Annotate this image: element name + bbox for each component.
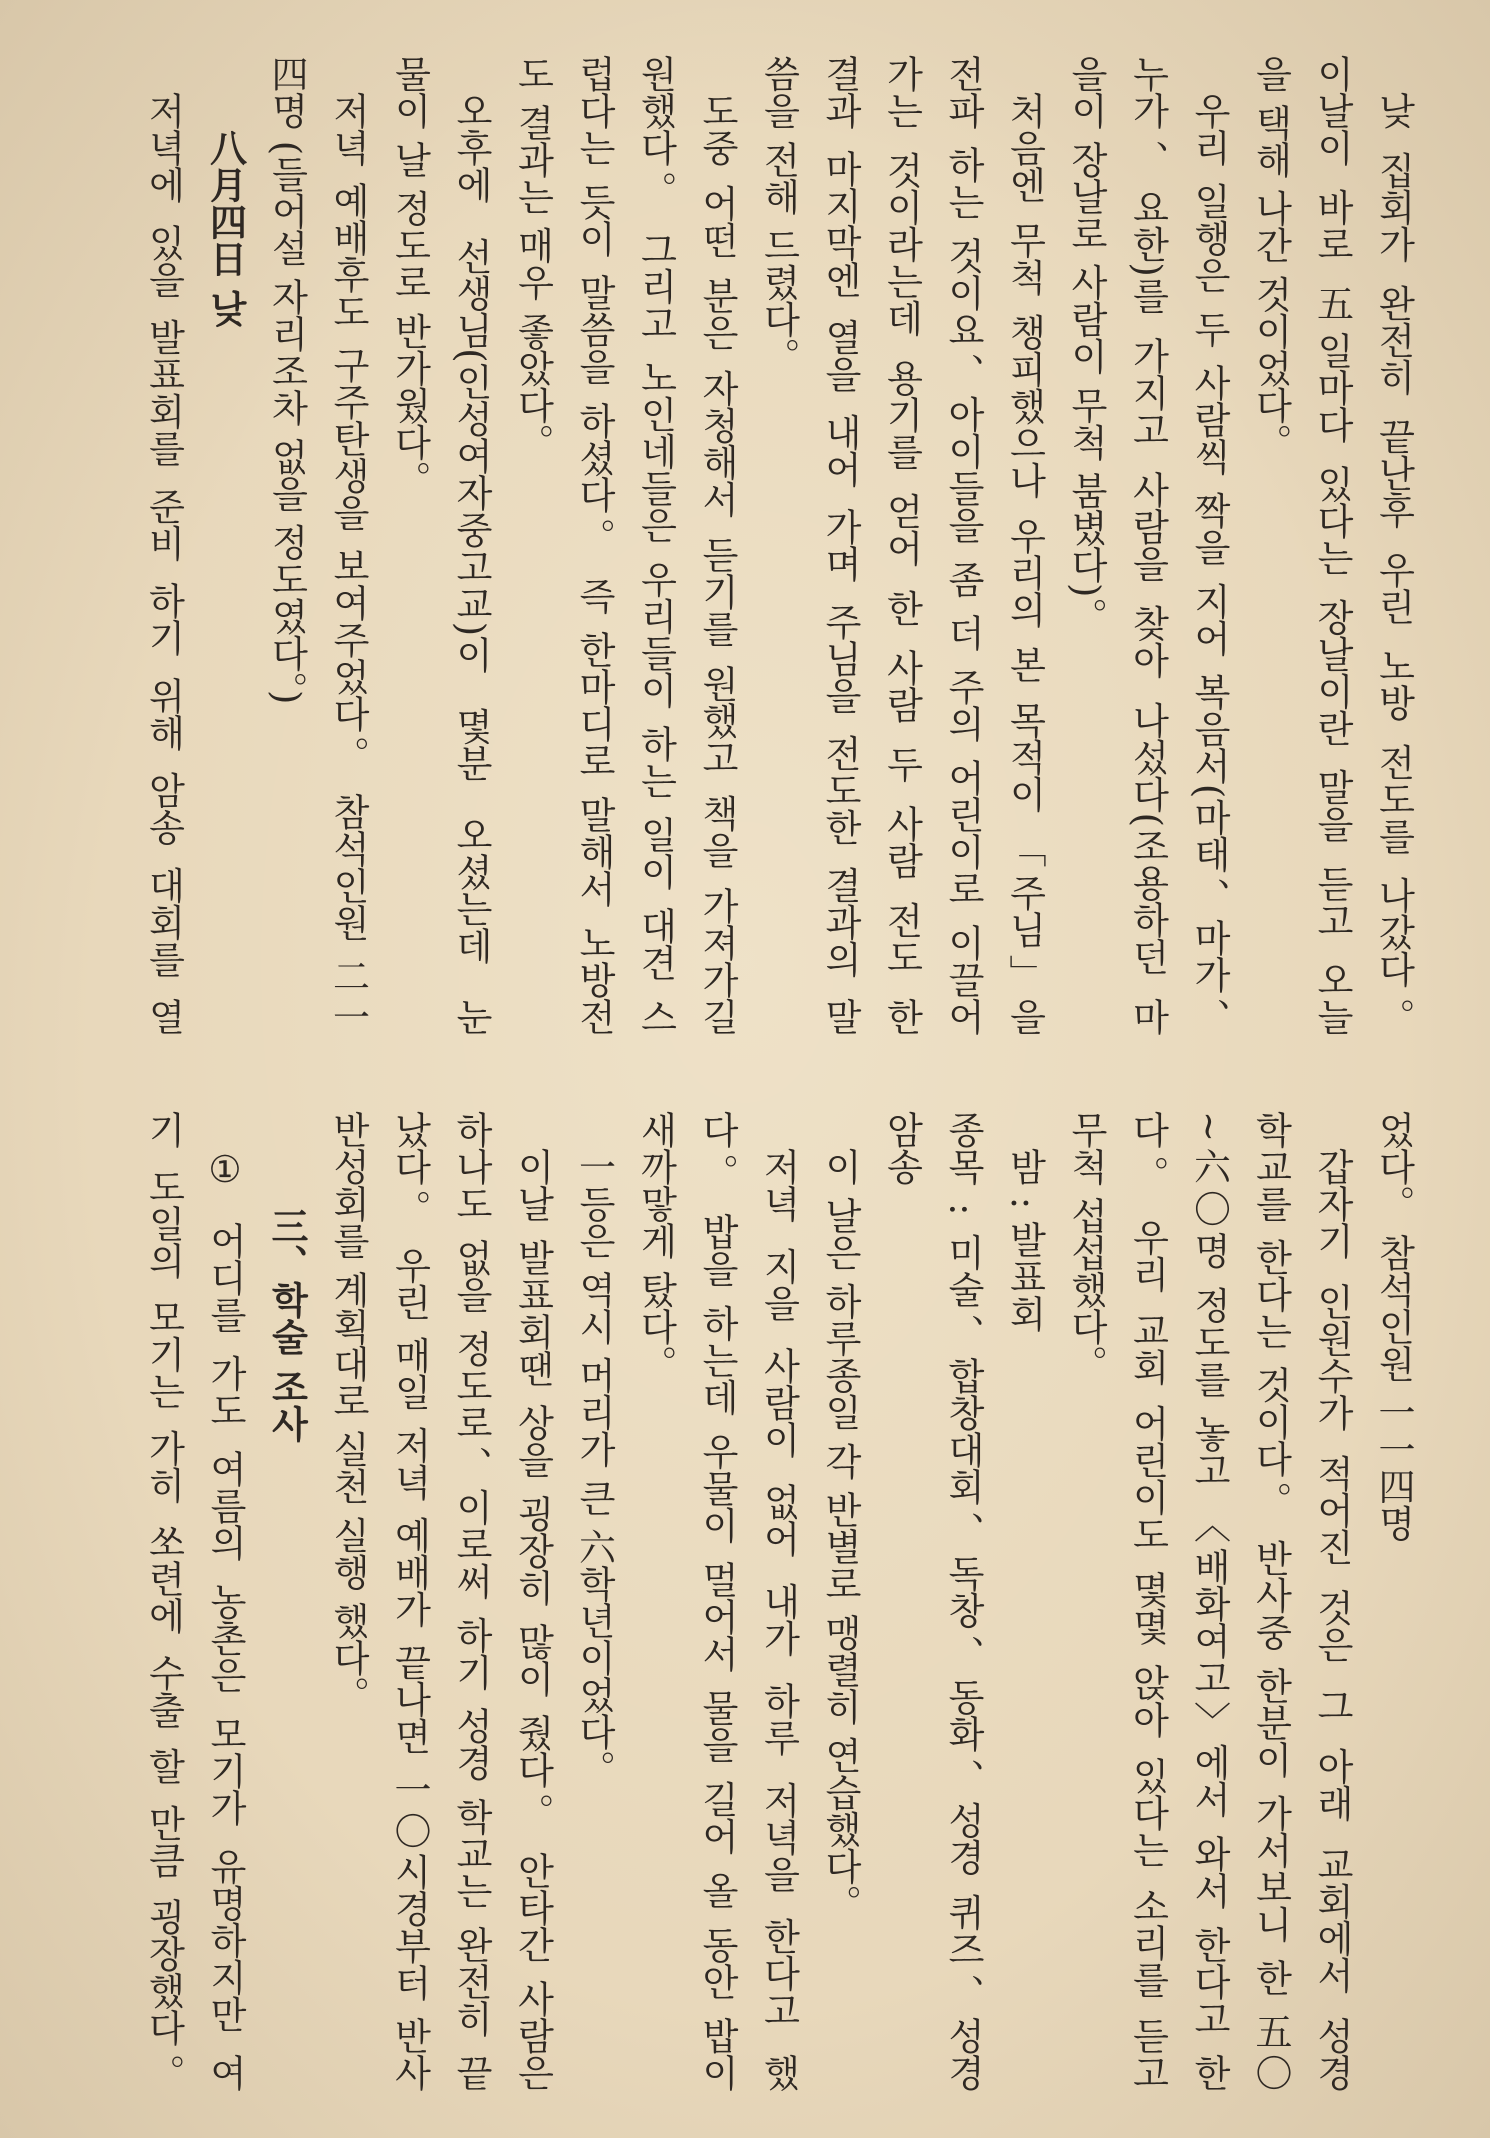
text-column: 원했다。 그리고 노인네들은 우리들이 하는 일이 대견 스 xyxy=(634,55,677,1035)
text-column: 새까맣게 탔다。 xyxy=(634,1111,677,1382)
text-column: 이날이 바로 五일마다 있다는 장날이란 말을 듣고 오늘 xyxy=(1310,55,1354,1035)
text-column: 가는 것이라는데 용기를 얻어 한 사람 두 사람 전도 한 xyxy=(880,55,923,1035)
text-column: 저녁 지을 사람이 없어 내가 하루 저녁을 한다고 했 xyxy=(757,1148,800,2091)
text-column: 학교를 한다는 것이다。 반사중 한분이 가서보니 한 五〇 xyxy=(1249,1111,1292,2091)
lower-text-block xyxy=(133,1111,1425,2091)
text-column: 럽다는 듯이 말씀을 하셨다。 즉 한마디로 말해서 노방전 xyxy=(572,55,616,1035)
text-column: 이 날은 하루종일 각 반별로 맹렬히 연습했다。 xyxy=(818,1148,862,1922)
text-column: 도 결과는 매우 좋았다。 xyxy=(511,55,554,461)
section-heading: 三、학술 조사 xyxy=(265,1207,309,1443)
text-column: 밤 : 발표회 xyxy=(1003,1148,1046,1332)
text-column: 났다。 우린 매일 저녁 예배가 끝나면 一〇시경부터 반사 xyxy=(388,1111,431,2091)
upper-text-block xyxy=(133,55,1425,1035)
text-column: 이날 발표회땐 상을 굉장히 많이 줬다。 안타간 사람은 xyxy=(511,1148,554,2091)
text-column: 처음엔 무척 챙피했으나 우리의 본 목적이 「주님」을 xyxy=(1003,92,1046,1035)
text-column: 을 택해 나간 것이었다。 xyxy=(1249,55,1292,461)
text-column: 전파 하는 것이요、아이들을 좀 더 주의 어린이로 이끌어 xyxy=(941,55,985,1035)
text-column: 었다。 참석인원 一一四명 xyxy=(1372,1111,1415,1542)
text-column: 무척 섭섭했다。 xyxy=(1064,1111,1108,1382)
text-column: 물이 날 정도로 반가웠다。 xyxy=(388,55,431,498)
text-column: 낮 집회가 완전히 끝난후 우린 노방 전도를 나갔다。 xyxy=(1372,92,1415,1035)
text-column: 암송 xyxy=(880,1111,923,1185)
text-column: 도중 어떤 분은 자청해서 듣기를 원했고 책을 가져가길 xyxy=(695,92,739,1035)
text-column: 을이 장날로 사람이 무척 붐볐다)。 xyxy=(1064,55,1108,635)
text-column: 결과 마지막엔 열을 내어 가며 주님을 전도한 결과의 말 xyxy=(818,55,862,1035)
text-column: 四명 (들어설 자리조차 없을 정도였다。) xyxy=(265,55,308,705)
text-column: 저녁 예배후도 구주탄생을 보여주었다。 참석인원 二一 xyxy=(326,92,370,1035)
text-column: ~六〇명 정도를 놓고 〈배화여고〉에서 와서 한다고 한 xyxy=(1187,1111,1231,2091)
text-column: 누가、요한)를 가지고 사람을 찾아 나섰다(조용하던 마 xyxy=(1126,55,1169,1035)
text-column: ① 어디를 가도 여름의 농촌은 모기가 유명하지만 여 xyxy=(203,1148,247,2091)
text-column: 一등은 역시 머리가 큰 六학년이었다。 xyxy=(572,1148,616,1788)
text-column: 저녁에 있을 발표회를 준비 하기 위해 암송 대회를 열 xyxy=(142,92,185,1035)
text-column: 오후에 선생님(인성여자중고교)이 몇분 오셨는데 눈 xyxy=(449,92,493,1035)
text-column: 우리 일행은 두 사람씩 짝을 지어 복음서(마태、마가、 xyxy=(1187,92,1231,1035)
date-heading: 八月四日 낮 xyxy=(203,129,248,327)
text-column: 갑자기 인원수가 적어진 것은 그 아래 교회에서 성경 xyxy=(1310,1148,1354,2091)
text-column: 다。 우리 교회 어린이도 몇몇 앉아 있다는 소리를 듣고 xyxy=(1126,1111,1169,2091)
text-column: 반성회를 계획대로 실천 실행 했다。 xyxy=(326,1111,370,1714)
text-column: 종목 : 미술、합창대회、독창、동화、성경 퀴즈、성경 xyxy=(941,1111,985,2091)
text-column: 하나도 없을 정도로、이로써 하기 성경 학교는 완전히 끝 xyxy=(449,1111,493,2091)
text-column: 다。 밥을 하는데 우물이 멀어서 물을 길어 올 동안 밥이 xyxy=(695,1111,739,2091)
text-column: 기 도일의 모기는 가히 쏘련에 수출 할 만큼 굉장했다。 xyxy=(142,1111,185,2091)
text-column: 씀을 전해 드렸다。 xyxy=(757,55,800,375)
